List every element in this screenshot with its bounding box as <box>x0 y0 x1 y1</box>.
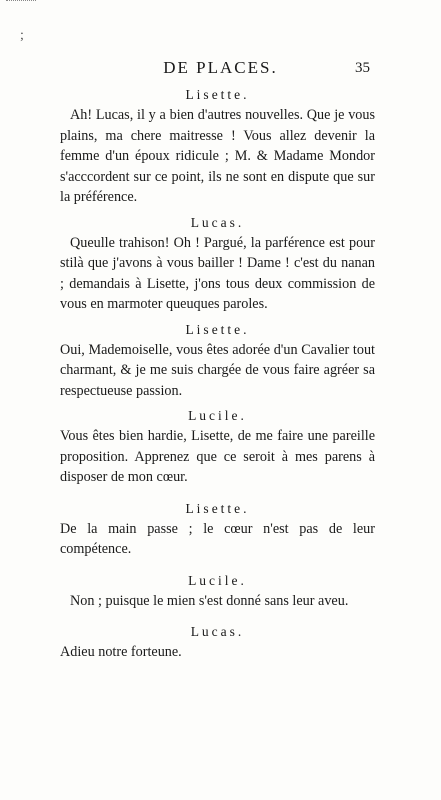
speaker-name: Lisette. <box>185 500 250 516</box>
margin-mark: ; <box>20 28 24 43</box>
speaker-name: Lisette. <box>185 87 250 102</box>
speech-text: Oui, Mademoiselle, vous êtes adorée d'un Cavalier tout charmant, & je me suis chargée de vous faire agréer sa respectueuse passion. <box>60 341 375 399</box>
speaker-name: Lucile. <box>188 572 247 588</box>
speech-text: Queulle trahison! Oh ! Pargué, la parférence est pour stilà que j'avons à vous bailler ! Dame ! c'est du nanan ; demandais à Lisette, j'ons tous deux commission de vous en marmoter queuques paroles. <box>60 234 375 312</box>
dialogue-body <box>60 84 375 667</box>
speech-text: Vous êtes bien hardie, Lisette, de me faire une pareille proposition. Apprenez que ce seroit à mes parens à disposer de mon cœur. <box>60 428 375 485</box>
speaker-name: Lucile. <box>188 408 247 423</box>
speech-text: Non ; puisque le mien s'est donné sans leur aveu. <box>70 592 349 609</box>
gutter-rule <box>6 0 36 11</box>
running-head: DE PLACES. <box>163 58 278 77</box>
speaker-name: Lucas. <box>190 624 245 639</box>
speaker-name: Lucas. <box>190 214 245 230</box>
speaker-name: Lisette. <box>185 321 250 337</box>
speech-text: Ah! Lucas, il y a bien d'autres nouvelles. Que je vous plains, ma chere maitresse ! Vous allez devenir la femme d'un époux ridicule ; M. & Madame Mondor s'acccordent sur ce point, ils ne sont en dispute que sur la préférence. <box>60 107 375 205</box>
speech-text: De la main passe ; le cœur n'est pas de leur compétence. <box>60 520 375 557</box>
speech-text: Adieu notre forteune. <box>60 644 182 660</box>
page-number: 35 <box>355 60 370 76</box>
